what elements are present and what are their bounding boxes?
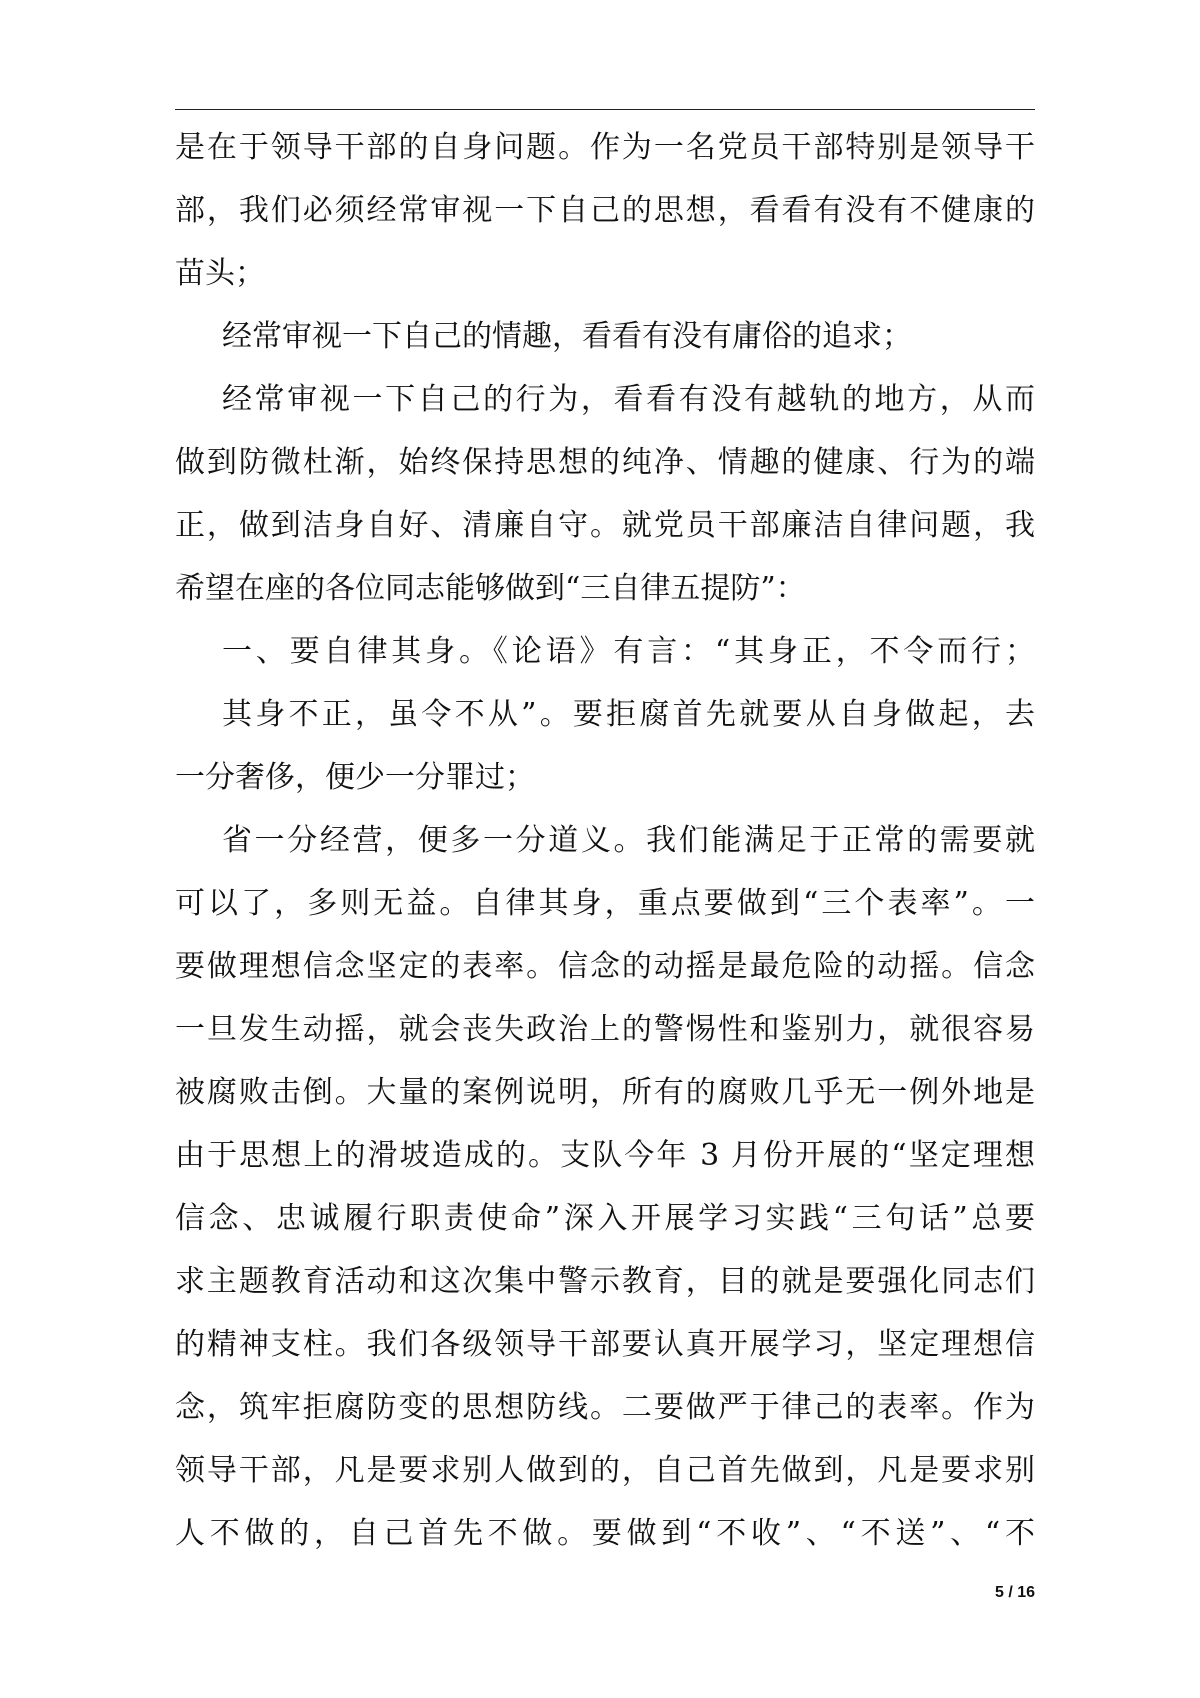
text-line: 信念、忠诚履行职责使命”深入开展学习实践“三句话”总要 xyxy=(175,1201,1035,1236)
text-line: 求主题教育活动和这次集中警示教育，目的就是要强化同志们 xyxy=(175,1264,1035,1299)
text-line: 一、要自律其身。《论语》有言：“其身正，不令而行； xyxy=(222,634,1035,669)
text-line: 正，做到洁身自好、清廉自守。就党员干部廉洁自律问题，我 xyxy=(175,508,1035,543)
text-line: 做到防微杜渐，始终保持思想的纯净、情趣的健康、行为的端 xyxy=(175,445,1035,480)
text-line: 由于思想上的滑坡造成的。支队今年 3 月份开展的“坚定理想 xyxy=(175,1138,1035,1173)
document-body xyxy=(175,116,1035,1565)
text-line: 可以了，多则无益。自律其身，重点要做到“三个表率”。一 xyxy=(175,886,1035,921)
text-line: 的精神支柱。我们各级领导干部要认真开展学习，坚定理想信 xyxy=(175,1327,1035,1362)
text-line: 要做理想信念坚定的表率。信念的动摇是最危险的动摇。信念 xyxy=(175,949,1035,984)
text-line: 部，我们必须经常审视一下自己的思想，看看有没有不健康的 xyxy=(175,193,1035,228)
page-number: 5 / 16 xyxy=(994,1584,1035,1601)
text-line: 是在于领导干部的自身问题。作为一名党员干部特别是领导干 xyxy=(175,130,1035,165)
text-line: 人不做的，自己首先不做。要做到“不收”、“不送”、“不 xyxy=(175,1516,1035,1551)
text-line: 领导干部，凡是要求别人做到的，自己首先做到，凡是要求别 xyxy=(175,1453,1035,1488)
text-line: 经常审视一下自己的情趣，看看有没有庸俗的追求； xyxy=(222,319,912,354)
text-line: 一旦发生动摇，就会丧失政治上的警惕性和鉴别力，就很容易 xyxy=(175,1012,1035,1047)
text-line: 经常审视一下自己的行为，看看有没有越轨的地方，从而 xyxy=(222,382,1035,417)
text-line: 希望在座的各位同志能够做到“三自律五提防”： xyxy=(175,571,806,606)
text-line: 省一分经营，便多一分道义。我们能满足于正常的需要就 xyxy=(222,823,1035,858)
text-line: 念，筑牢拒腐防变的思想防线。二要做严于律己的表率。作为 xyxy=(175,1390,1035,1425)
text-line: 苗头； xyxy=(175,256,265,291)
text-line: 一分奢侈，便少一分罪过； xyxy=(175,760,535,795)
header-rule xyxy=(175,109,1035,110)
text-line: 被腐败击倒。大量的案例说明，所有的腐败几乎无一例外地是 xyxy=(175,1075,1035,1110)
text-line: 其身不正，虽令不从”。要拒腐首先就要从自身做起，去 xyxy=(222,697,1035,732)
